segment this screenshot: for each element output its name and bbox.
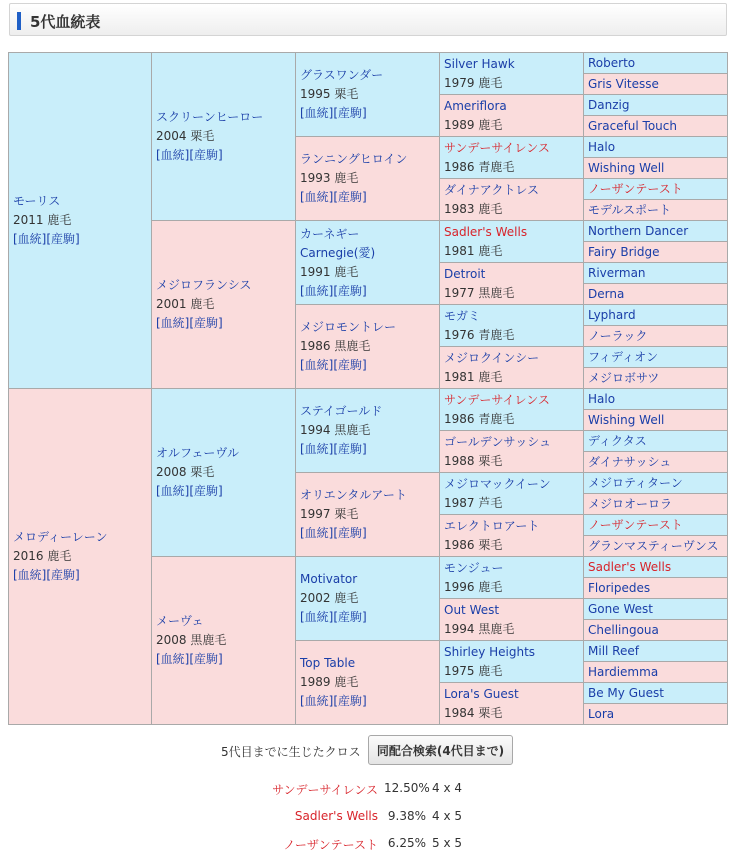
gen5-cell (584, 368, 728, 389)
horse-name-link[interactable]: Out West (444, 602, 500, 617)
horse-name-link[interactable]: Roberto (588, 55, 636, 70)
header-accent-bar (17, 12, 21, 30)
horse-info: 1994 黒鹿毛 (444, 621, 515, 636)
gen5-cell (584, 179, 728, 200)
horse-info: 1977 黒鹿毛 (444, 285, 515, 300)
gen4-cell (440, 179, 584, 221)
pedigree-links[interactable]: [血統][産駒] (156, 652, 223, 666)
horse-info: 1981 鹿毛 (444, 243, 503, 258)
gen5-cell (584, 74, 728, 95)
gen5-cell (584, 95, 728, 116)
gen3-cell (296, 305, 440, 389)
horse-name-link[interactable]: グランマスティーヴンス (588, 538, 719, 553)
horse-name-link[interactable]: Wishing Well (588, 412, 665, 427)
horse-name-link[interactable]: エレクトロアート (444, 518, 540, 533)
gen3-cell (296, 557, 440, 641)
horse-name-link[interactable]: ダイナアクトレス (444, 182, 540, 197)
horse-info: 2002 鹿毛 (300, 591, 359, 605)
gen5-cell (584, 242, 728, 263)
gen5-cell (584, 641, 728, 662)
horse-name-link[interactable]: Mill Reef (588, 643, 639, 658)
gen5-cell (584, 305, 728, 326)
gen5-cell (584, 599, 728, 620)
horse-info: 2001 鹿毛 (156, 297, 215, 311)
cross-percentage: 12.50% (384, 781, 430, 795)
horse-name-link[interactable]: Ameriflora (444, 98, 507, 113)
cross-horse-link[interactable]: サンデーサイレンス (272, 783, 378, 797)
pedigree-links[interactable]: [血統][産駒] (300, 694, 367, 708)
gen1-cell (9, 53, 152, 389)
pedigree-links[interactable]: [血統][産駒] (300, 526, 367, 540)
horse-info: 1994 黒鹿毛 (300, 423, 371, 437)
horse-name-link[interactable]: Derna (588, 286, 625, 301)
pedigree-links[interactable]: [血統][産駒] (300, 106, 367, 120)
cross-horse-link[interactable]: Sadler's Wells (294, 809, 378, 823)
horse-alt-name-link[interactable]: Carnegie(愛) (300, 245, 376, 260)
pedigree-links[interactable]: [血統][産駒] (156, 316, 223, 330)
page-title: 5代血統表 (30, 13, 101, 31)
horse-info: 2008 黒鹿毛 (156, 633, 227, 647)
gen4-cell (440, 221, 584, 263)
horse-name-link[interactable]: サンデーサイレンス (444, 140, 550, 155)
horse-name-link[interactable]: グラスワンダー (300, 68, 384, 82)
pedigree-links[interactable]: [血統][産駒] (13, 232, 80, 246)
horse-name-link[interactable]: メジロフランシス (156, 278, 252, 292)
horse-name-link[interactable]: ディクタス (588, 433, 647, 448)
pedigree-links[interactable]: [血統][産駒] (13, 568, 80, 582)
horse-name-link[interactable]: メジロティターン (588, 475, 683, 490)
horse-name-link[interactable]: モガミ (444, 308, 481, 323)
horse-name-link[interactable]: Sadler's Wells (444, 224, 528, 239)
horse-info: 2004 栗毛 (156, 129, 215, 143)
pedigree-links[interactable]: [血統][産駒] (300, 190, 367, 204)
cross-percentage: 6.25% (387, 836, 426, 850)
horse-name-link[interactable]: Gone West (588, 601, 653, 616)
horse-name-link[interactable]: メジロクインシー (444, 350, 540, 365)
gen5-cell (584, 557, 728, 578)
horse-name-link[interactable]: ランニングヒロイン (300, 152, 408, 166)
horse-info: 1996 鹿毛 (444, 579, 503, 594)
horse-name-link[interactable]: Danzig (588, 97, 630, 112)
gen5-cell (584, 263, 728, 284)
horse-info: 2011 鹿毛 (13, 213, 72, 227)
pedigree-links[interactable]: [血統][産駒] (300, 610, 367, 624)
gen5-cell (584, 704, 728, 725)
gen4-cell (440, 515, 584, 557)
gen2-cell (152, 557, 296, 725)
horse-info: 1993 鹿毛 (300, 171, 359, 185)
pedigree-links[interactable]: [血統][産駒] (156, 148, 223, 162)
horse-info: 1991 鹿毛 (300, 264, 359, 279)
horse-name-link[interactable]: Fairy Bridge (588, 244, 660, 259)
horse-name-link[interactable]: メーヴェ (156, 614, 204, 628)
horse-name-link[interactable]: ダイナサッシュ (588, 454, 672, 469)
gen5-cell (584, 578, 728, 599)
horse-name-link[interactable]: Halo (588, 391, 616, 406)
gen5-cell (584, 137, 728, 158)
gen4-cell (440, 53, 584, 95)
pedigree-links[interactable]: [血統][産駒] (156, 484, 223, 498)
horse-name-link[interactable]: フィディオン (588, 349, 659, 364)
horse-info: 1987 芦毛 (444, 495, 503, 510)
horse-name-link[interactable]: Northern Dancer (588, 223, 689, 238)
pedigree-table (8, 52, 728, 725)
cross-generation: 4 x 5 (432, 809, 462, 823)
horse-name-link[interactable]: Graceful Touch (588, 118, 677, 133)
gen5-cell (584, 200, 728, 221)
gen5-cell (584, 158, 728, 179)
gen5-cell (584, 473, 728, 494)
gen4-cell (440, 683, 584, 725)
gen5-cell (584, 410, 728, 431)
horse-name-link[interactable]: Hardiemma (588, 664, 659, 679)
horse-name-link[interactable]: オリエンタルアート (300, 488, 407, 502)
horse-info: 1976 青鹿毛 (444, 327, 515, 342)
horse-name-link[interactable]: Wishing Well (588, 160, 665, 175)
same-mating-search-button[interactable]: 同配合検索(4代目まで) (368, 735, 513, 765)
horse-name-link[interactable]: カーネギー (300, 226, 360, 241)
pedigree-links[interactable]: [血統][産駒] (300, 442, 367, 456)
gen5-cell (584, 662, 728, 683)
horse-name-link[interactable]: Lora's Guest (444, 686, 519, 701)
horse-name-link[interactable]: Chellingoua (588, 622, 659, 637)
gen5-cell (584, 221, 728, 242)
horse-name-link[interactable]: Riverman (588, 265, 646, 280)
horse-name-link[interactable]: Top Table (300, 656, 356, 670)
horse-name-link[interactable]: Gris Vitesse (588, 76, 659, 91)
cross-horse-link[interactable]: ノーザンテースト (283, 838, 378, 852)
horse-name-link[interactable]: ノーザンテースト (588, 181, 683, 196)
gen5-cell (584, 389, 728, 410)
horse-name-link[interactable]: Lyphard (588, 307, 636, 322)
gen5-cell (584, 431, 728, 452)
horse-name-link[interactable]: Lora (588, 706, 615, 721)
gen4-cell (440, 431, 584, 473)
gen4-cell (440, 347, 584, 389)
horse-info: 1975 鹿毛 (444, 663, 503, 678)
gen4-cell (440, 305, 584, 347)
horse-name-link[interactable]: Sadler's Wells (588, 559, 672, 574)
gen4-cell (440, 557, 584, 599)
horse-info: 1988 栗毛 (444, 453, 503, 468)
horse-name-link[interactable]: メロディーレーン (13, 530, 108, 544)
gen3-cell (296, 137, 440, 221)
gen3-cell (296, 641, 440, 725)
pedigree-links[interactable]: [血統][産駒] (300, 358, 367, 372)
gen5-cell (584, 683, 728, 704)
cross-label: 5代目までに生じたクロス (221, 745, 361, 759)
gen4-cell (440, 137, 584, 179)
horse-name-link[interactable]: Shirley Heights (444, 644, 536, 659)
horse-name-link[interactable]: メジロオーロラ (588, 496, 673, 511)
gen5-cell (584, 452, 728, 473)
gen5-cell (584, 536, 728, 557)
gen1-cell (9, 389, 152, 725)
gen2-cell (152, 389, 296, 557)
gen5-cell (584, 116, 728, 137)
horse-name-link[interactable]: ステイゴールド (300, 404, 383, 418)
gen3-cell (296, 53, 440, 137)
horse-info: 1989 鹿毛 (444, 117, 503, 132)
horse-info: 1983 鹿毛 (444, 201, 503, 216)
gen4-cell (440, 599, 584, 641)
horse-info: 1986 青鹿毛 (444, 411, 515, 426)
gen4-cell (440, 641, 584, 683)
horse-name-link[interactable]: Floripedes (588, 580, 651, 595)
horse-name-link[interactable]: スクリーンヒーロー (156, 110, 264, 124)
horse-name-link[interactable]: Detroit (444, 266, 486, 281)
gen2-cell (152, 221, 296, 389)
gen5-cell (584, 284, 728, 305)
horse-name-link[interactable]: Silver Hawk (444, 56, 515, 71)
gen4-cell (440, 389, 584, 431)
horse-info: 2016 鹿毛 (13, 549, 72, 563)
horse-name-link[interactable]: メジロマックイーン (444, 476, 551, 491)
horse-name-link[interactable]: サンデーサイレンス (444, 392, 550, 407)
horse-name-link[interactable]: Be My Guest (588, 685, 664, 700)
gen4-cell (440, 473, 584, 515)
horse-name-link[interactable]: ノーザンテースト (588, 517, 683, 532)
horse-info: 1979 鹿毛 (444, 75, 503, 90)
gen2-cell (152, 53, 296, 221)
horse-info: 1989 鹿毛 (300, 675, 359, 689)
horse-name-link[interactable]: ノーラック (588, 328, 648, 343)
horse-info: 1984 栗毛 (444, 705, 503, 720)
horse-name-link[interactable]: モーリス (13, 194, 61, 208)
cross-generation: 4 x 4 (432, 781, 462, 795)
horse-info: 1986 黒鹿毛 (300, 339, 371, 353)
horse-name-link[interactable]: ゴールデンサッシュ (444, 434, 552, 449)
horse-info: 2008 栗毛 (156, 465, 215, 479)
pedigree-links[interactable]: [血統][産駒] (300, 283, 367, 298)
horse-name-link[interactable]: モンジュー (444, 560, 504, 575)
horse-info: 1986 栗毛 (444, 537, 503, 552)
gen5-cell (584, 620, 728, 641)
gen3-cell (296, 221, 440, 305)
horse-info: 1997 栗毛 (300, 507, 359, 521)
horse-info: 1995 栗毛 (300, 87, 359, 101)
horse-name-link[interactable]: オルフェーヴル (156, 446, 240, 460)
gen5-cell (584, 494, 728, 515)
gen5-cell (584, 53, 728, 74)
horse-info: 1981 鹿毛 (444, 369, 503, 384)
horse-name-link[interactable]: メジロボサツ (588, 370, 660, 385)
horse-info: 1986 青鹿毛 (444, 159, 515, 174)
gen4-cell (440, 263, 584, 305)
gen5-cell (584, 326, 728, 347)
gen5-cell (584, 347, 728, 368)
horse-name-link[interactable]: メジロモントレー (300, 320, 397, 334)
gen3-cell (296, 473, 440, 557)
gen5-cell (584, 515, 728, 536)
horse-name-link[interactable]: Motivator (300, 572, 358, 586)
gen3-cell (296, 389, 440, 473)
gen4-cell (440, 95, 584, 137)
horse-name-link[interactable]: Halo (588, 139, 616, 154)
cross-percentage: 9.38% (387, 809, 426, 823)
section-header (9, 3, 727, 36)
cross-generation: 5 x 5 (432, 836, 462, 850)
horse-name-link[interactable]: モデルスポート (588, 202, 672, 217)
